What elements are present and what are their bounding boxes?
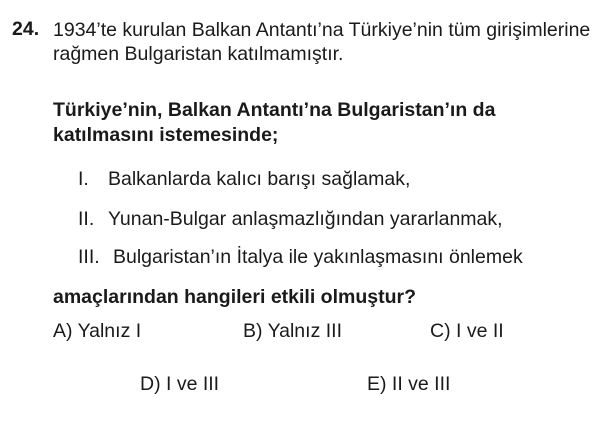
statement-1: [78, 167, 410, 191]
statement-2-number: II.: [78, 208, 95, 230]
question-number: 24.: [12, 18, 40, 40]
option-e[interactable]: E) II ve III: [367, 373, 451, 395]
statement-2: [78, 207, 503, 231]
question-stem: 1934’te kurulan Balkan Antantı’na Türkiye’nin tüm girişimlerine rağmen Bulgaristan katılmamıştır.: [53, 19, 591, 65]
question-ask: amaçlarından hangileri etkili olmuştur?: [53, 286, 417, 308]
statement-3: [78, 245, 523, 269]
statement-1-text: Balkanlarda kalıcı barışı sağlamak,: [108, 168, 411, 190]
option-b[interactable]: B) Yalnız III: [243, 320, 342, 342]
statement-3-text: Bulgaristan’ın İtalya ile yakınlaşmasını önlemek: [113, 246, 523, 268]
statement-3-number: III.: [78, 246, 100, 268]
option-c[interactable]: C) I ve II: [430, 320, 504, 342]
statement-2-text: Yunan-Bulgar anlaşmazlığından yararlanmak,: [108, 208, 503, 230]
option-d[interactable]: D) I ve III: [140, 373, 220, 395]
question-prompt: Türkiye’nin, Balkan Antantı’na Bulgaristan’ın da katılmasını istemesinde;: [53, 99, 496, 146]
statement-1-number: I.: [78, 168, 89, 190]
option-a[interactable]: A) Yalnız I: [53, 320, 142, 342]
